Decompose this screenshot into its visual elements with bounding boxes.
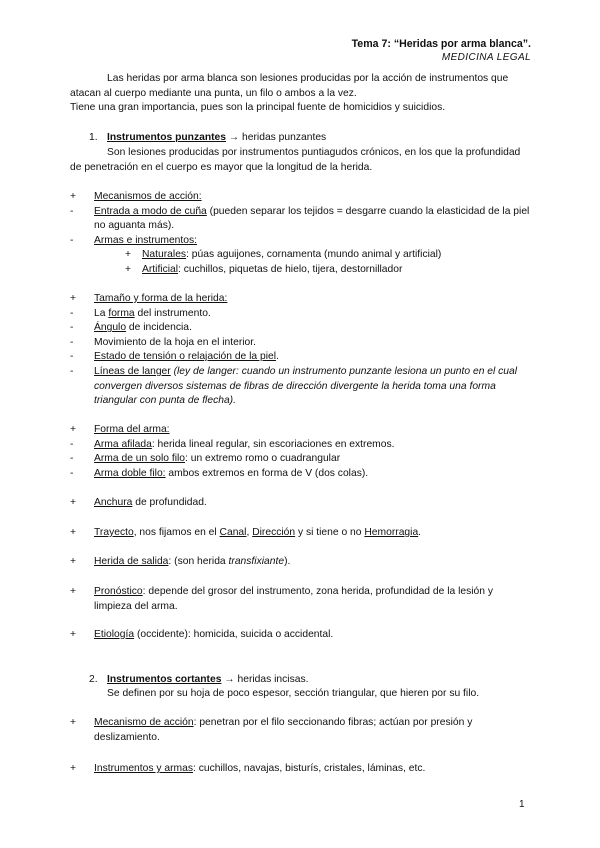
- intro-paragraph: [70, 72, 532, 116]
- list-item: - Estado de tensión o relajación de la piel.: [70, 350, 532, 365]
- mecanismos-heading: Mecanismos de acción:: [94, 191, 202, 202]
- section-1-title: Instrumentos punzantes: [107, 132, 226, 143]
- plus-bullet: +: [70, 293, 77, 304]
- tamano-list: [70, 292, 532, 409]
- section-1-suffix: heridas punzantes: [242, 132, 327, 143]
- section-1-number: 1.: [89, 132, 98, 143]
- plus-bullet: +: [125, 263, 132, 275]
- document-subject: MEDICINA LEGAL: [441, 52, 531, 63]
- plus-bullet: +: [70, 556, 77, 567]
- anchura-item: + Anchura de profundidad.: [70, 496, 532, 511]
- dash-bullet: -: [70, 453, 74, 465]
- instrumentos-cortantes-item: + Instrumentos y armas: cuchillos, navajas, bisturís, cristales, láminas, etc.: [70, 762, 532, 777]
- dash-bullet: -: [70, 322, 74, 334]
- list-item: - Ángulo de incidencia.: [70, 321, 532, 336]
- plus-bullet: +: [70, 527, 77, 538]
- list-item: + Tamaño y forma de la herida:: [70, 292, 532, 307]
- section-2-suffix: heridas incisas.: [237, 674, 309, 685]
- list-item: - Arma de un solo filo: un extremo romo o cuadrangular: [70, 452, 532, 467]
- mecanismo-cortantes-item: + Mecanismo de acción: penetran por el filo seccionando fibras; actúan por presión y deslizamiento.: [70, 717, 473, 743]
- pronostico-item: + Pronóstico: depende del grosor del instrumento, zona herida, profundidad de la lesión y limpieza del arma.: [70, 586, 493, 612]
- dash-bullet: -: [70, 365, 74, 377]
- trayecto-item: + Trayecto, nos fijamos en el Canal, Dirección y si tiene o no Hemorragia.: [70, 526, 532, 541]
- arrow-icon: →: [224, 674, 235, 685]
- plus-bullet: +: [70, 586, 77, 597]
- salida-item: + Herida de salida: (son herida transfixiante).: [70, 555, 532, 570]
- list-item: - La forma del instrumento.: [70, 307, 532, 322]
- list-item: - Arma afilada: herida lineal regular, sin escoriaciones en extremos.: [70, 438, 532, 453]
- page-number: 1: [519, 799, 525, 810]
- section-2-heading: [70, 673, 532, 688]
- list-item: + Forma del arma:: [70, 423, 532, 438]
- dash-bullet: -: [70, 205, 74, 217]
- plus-bullet: +: [70, 629, 77, 640]
- dash-bullet: -: [70, 467, 74, 479]
- etiologia-item: + Etiología (occidente): homicida, suicida o accidental.: [70, 628, 532, 643]
- list-item: + Artificial: cuchillos, piquetas de hielo, tijera, destornillador: [70, 263, 532, 278]
- section-2-number: 2.: [89, 674, 98, 685]
- dash-bullet: -: [70, 234, 74, 246]
- intro-line-2: Tiene una gran importancia, pues son la principal fuente de homicidios y suicidios.: [70, 102, 446, 114]
- section-1-heading: [70, 131, 532, 146]
- arrow-icon: →: [228, 132, 240, 143]
- forma-arma-list: [70, 423, 532, 481]
- dash-bullet: -: [70, 351, 74, 363]
- plus-bullet: +: [70, 191, 77, 202]
- section-2-body: Se definen por su hoja de poco espesor, sección triangular, que hieren por su filo.: [107, 688, 480, 699]
- list-item: + Naturales: púas aguijones, cornamenta (mundo animal y artificial): [70, 248, 532, 263]
- list-item: - Arma doble filo: ambos extremos en forma de V (dos colas).: [70, 467, 532, 482]
- plus-bullet: +: [125, 249, 132, 261]
- document-title: Tema 7: “Heridas por arma blanca”.: [351, 38, 531, 50]
- intro-line-1: Las heridas por arma blanca son lesiones producidas por la acción de instrumentos que atacan al cuerpo mediante una punta, un filo o ambos a la vez.: [70, 73, 509, 99]
- plus-bullet: +: [70, 763, 77, 774]
- section-2-title: Instrumentos cortantes: [107, 674, 222, 685]
- plus-bullet: +: [70, 717, 77, 728]
- plus-bullet: +: [70, 424, 77, 435]
- list-item: [70, 190, 532, 205]
- plus-bullet: +: [70, 497, 77, 508]
- dash-bullet: -: [70, 307, 74, 319]
- dash-bullet: -: [70, 336, 74, 348]
- dash-bullet: -: [70, 438, 74, 450]
- list-item: - Movimiento de la hoja en el interior.: [70, 336, 532, 351]
- list-item: - Armas e instrumentos:: [70, 234, 532, 249]
- mecanismos-list: [70, 190, 532, 278]
- section-1-body: Son lesiones producidas por instrumentos puntiagudos crónicos, en los que la profundidad de penetración en el cuerpo es mayor que la longitud de la herida.: [70, 147, 521, 173]
- list-item: - Líneas de langer (ley de langer: cuando un instrumento punzante lesiona un punto en el cual convergen diversos sistemas de fibras de dirección divergente la herida toma una forma triangular con punta de flecha).: [70, 365, 518, 407]
- list-item: - Entrada a modo de cuña (pueden separar los tejidos = desgarre cuando la elasticidad de la piel no aguanta más).: [70, 205, 530, 232]
